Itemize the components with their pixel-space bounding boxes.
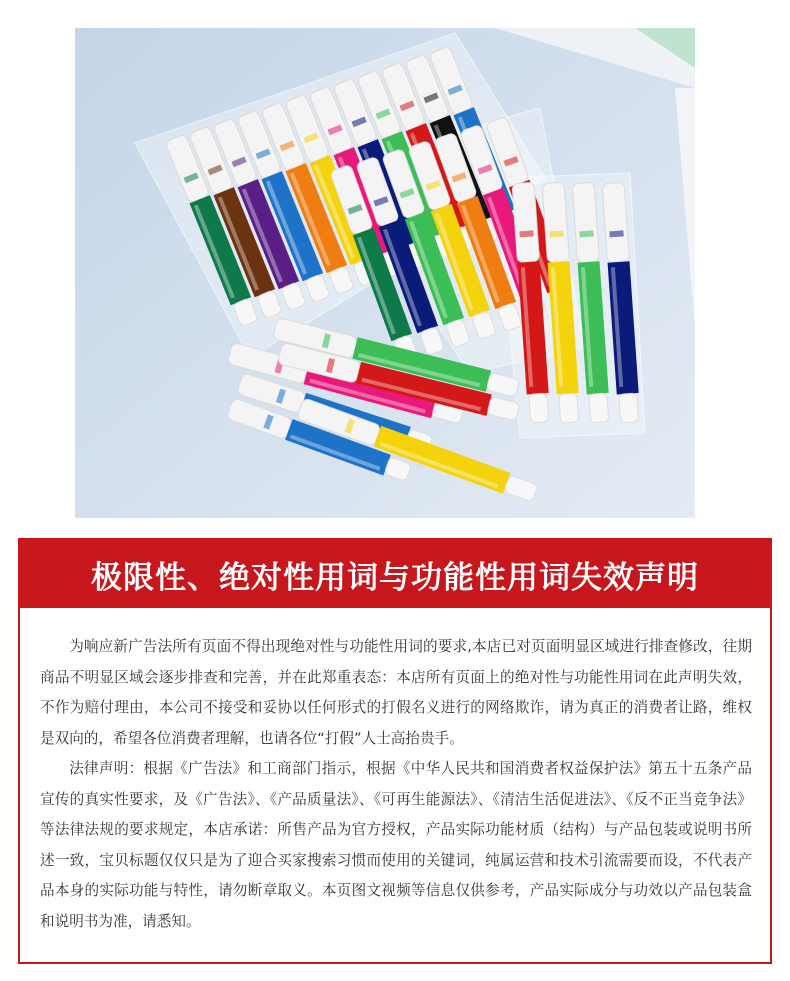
disclaimer-paragraph-1: 为响应新广告法所有页面不得出现绝对性与功能性用词的要求,本店已对页面明显区域进行排查修改，往期商品不明显区域会逐步排查和完善，并在此郑重表态：本店所有页面上的绝对性与功能性用词在此声明失效，不作为赔付理由，本公司不接受和妥协以任何形式的打假名义进行的网络欺诈，请为真正的消费者让路，维权是双向的，希望各位消费者理解，也请各位“打假”人士高抬贵手。 xyxy=(40,638,752,747)
disclaimer-notice xyxy=(18,538,772,964)
product-photo xyxy=(75,28,695,518)
marker-pens-photo-icon xyxy=(75,28,695,518)
disclaimer-title: 极限性、绝对性用词与功能性用词失效声明 xyxy=(91,559,699,596)
disclaimer-banner xyxy=(20,540,770,608)
disclaimer-body xyxy=(40,632,752,937)
disclaimer-paragraph-2: 法律声明：根据《广告法》和工商部门指示，根据《中华人民共和国消费者权益保护法》第五十五条产品宣传的真实性要求，及《广告法》、《产品质量法》、《可再生能源法》、《清洁生活促进法》、《反不正当竞争法》等法律法规的要求规定，本店承诺：所售产品为官方授权，产品实际功能材质（结构）与产品包装或说明书所述一致，宝贝标题仅仅只是为了迎合买家搜索习惯而使用的关键词，纯属运营和技术引流需要而设，不代表产品本身的实际功能与特性，请勿断章取义。本页图文视频等信息仅供参考，产品实际成分与功效以产品包装盒和说明书为准，请悉知。 xyxy=(40,760,752,930)
